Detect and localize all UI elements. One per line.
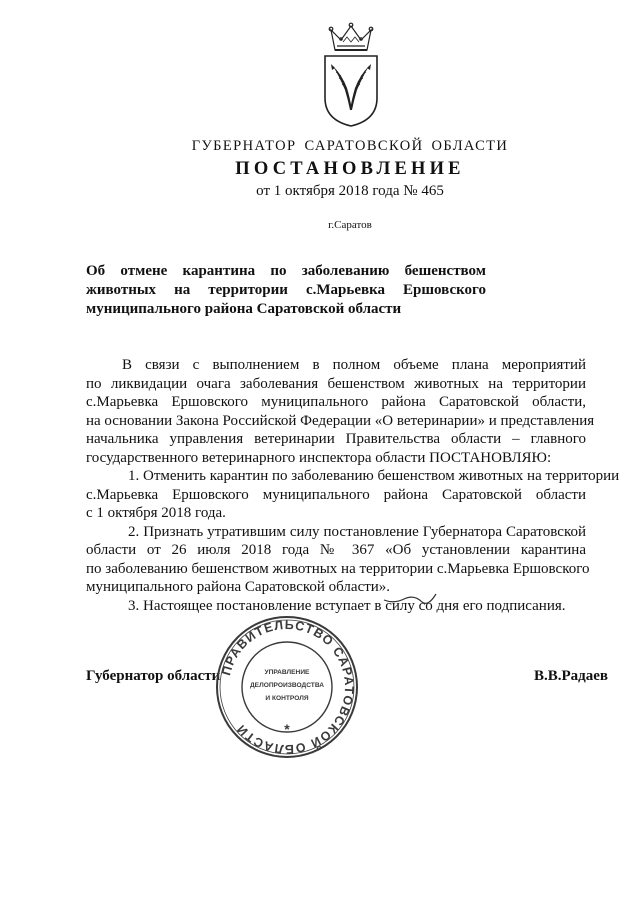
body-line: государственного ветеринарного инспектора области ПОСТАНОВЛЯЮ: xyxy=(86,449,552,466)
body-line: В связи с выполнением в полном объеме плана мероприятий xyxy=(122,357,586,373)
seal-outer-text: ПРАВИТЕЛЬСТВО САРАТОВСКОЙ ОБЛАСТИ xyxy=(219,617,357,757)
body-line: с 1 октября 2018 года. xyxy=(86,505,226,521)
seal-inner-line: И КОНТРОЛЯ xyxy=(265,695,309,702)
body-line: области от 26 июля 2018 года № 367 «Об установлении карантина xyxy=(86,542,586,558)
seal-inner-line: УПРАВЛЕНИЕ xyxy=(264,669,310,676)
body-line: по ликвидации очага заболевания бешенством животных на территории xyxy=(86,375,586,392)
body-line: 2. Признать утратившим силу постановление Губернатора Саратовской xyxy=(128,523,586,540)
body-line: 3. Настоящее постановление вступает в силу со дня его подписания. xyxy=(128,597,566,614)
document-type-heading: ПОСТАНОВЛЕНИЕ xyxy=(235,159,465,179)
body-line: 1. Отменить карантин по заболеванию бешенством животных на территории xyxy=(128,468,620,484)
document-title xyxy=(86,262,486,319)
body-line: на основании Закона Российской Федерации «О ветеринарии» и представления xyxy=(86,412,595,429)
body-line: с.Марьевка Ершовского муниципального района Саратовской области xyxy=(86,486,586,503)
signatory-name: В.В.Радаев xyxy=(534,668,609,684)
document-title-line: животных на территории с.Марьевка Ершовского xyxy=(86,282,486,298)
seal-star: * xyxy=(284,721,290,737)
handwritten-mark xyxy=(380,580,440,610)
coat-of-arms-emblem xyxy=(317,20,385,130)
body-line: с.Марьевка Ершовского муниципального района Саратовской области, xyxy=(86,394,586,410)
body-line: по заболеванию бешенством животных на территории с.Марьевка Ершовского xyxy=(86,560,590,577)
body-line: начальника управления ветеринарии Правительства области – главного xyxy=(86,431,586,447)
document-body xyxy=(86,356,620,615)
document-title-line: муниципального района Саратовской области xyxy=(86,301,402,317)
body-line: муниципального района Саратовской области». xyxy=(86,579,391,595)
document-title-line: Об отмене карантина по заболеванию бешенством xyxy=(86,263,486,279)
signatory-position: Губернатор области xyxy=(86,668,221,684)
document-place: г.Саратов xyxy=(328,219,372,231)
document-date-number: от 1 октября 2018 года № 465 xyxy=(256,183,444,199)
official-seal-stamp xyxy=(214,614,360,760)
seal-inner-line: ДЕЛОПРОИЗВОДСТВА xyxy=(249,682,325,689)
issuer-heading: ГУБЕРНАТОР САРАТОВСКОЙ ОБЛАСТИ xyxy=(191,138,509,154)
